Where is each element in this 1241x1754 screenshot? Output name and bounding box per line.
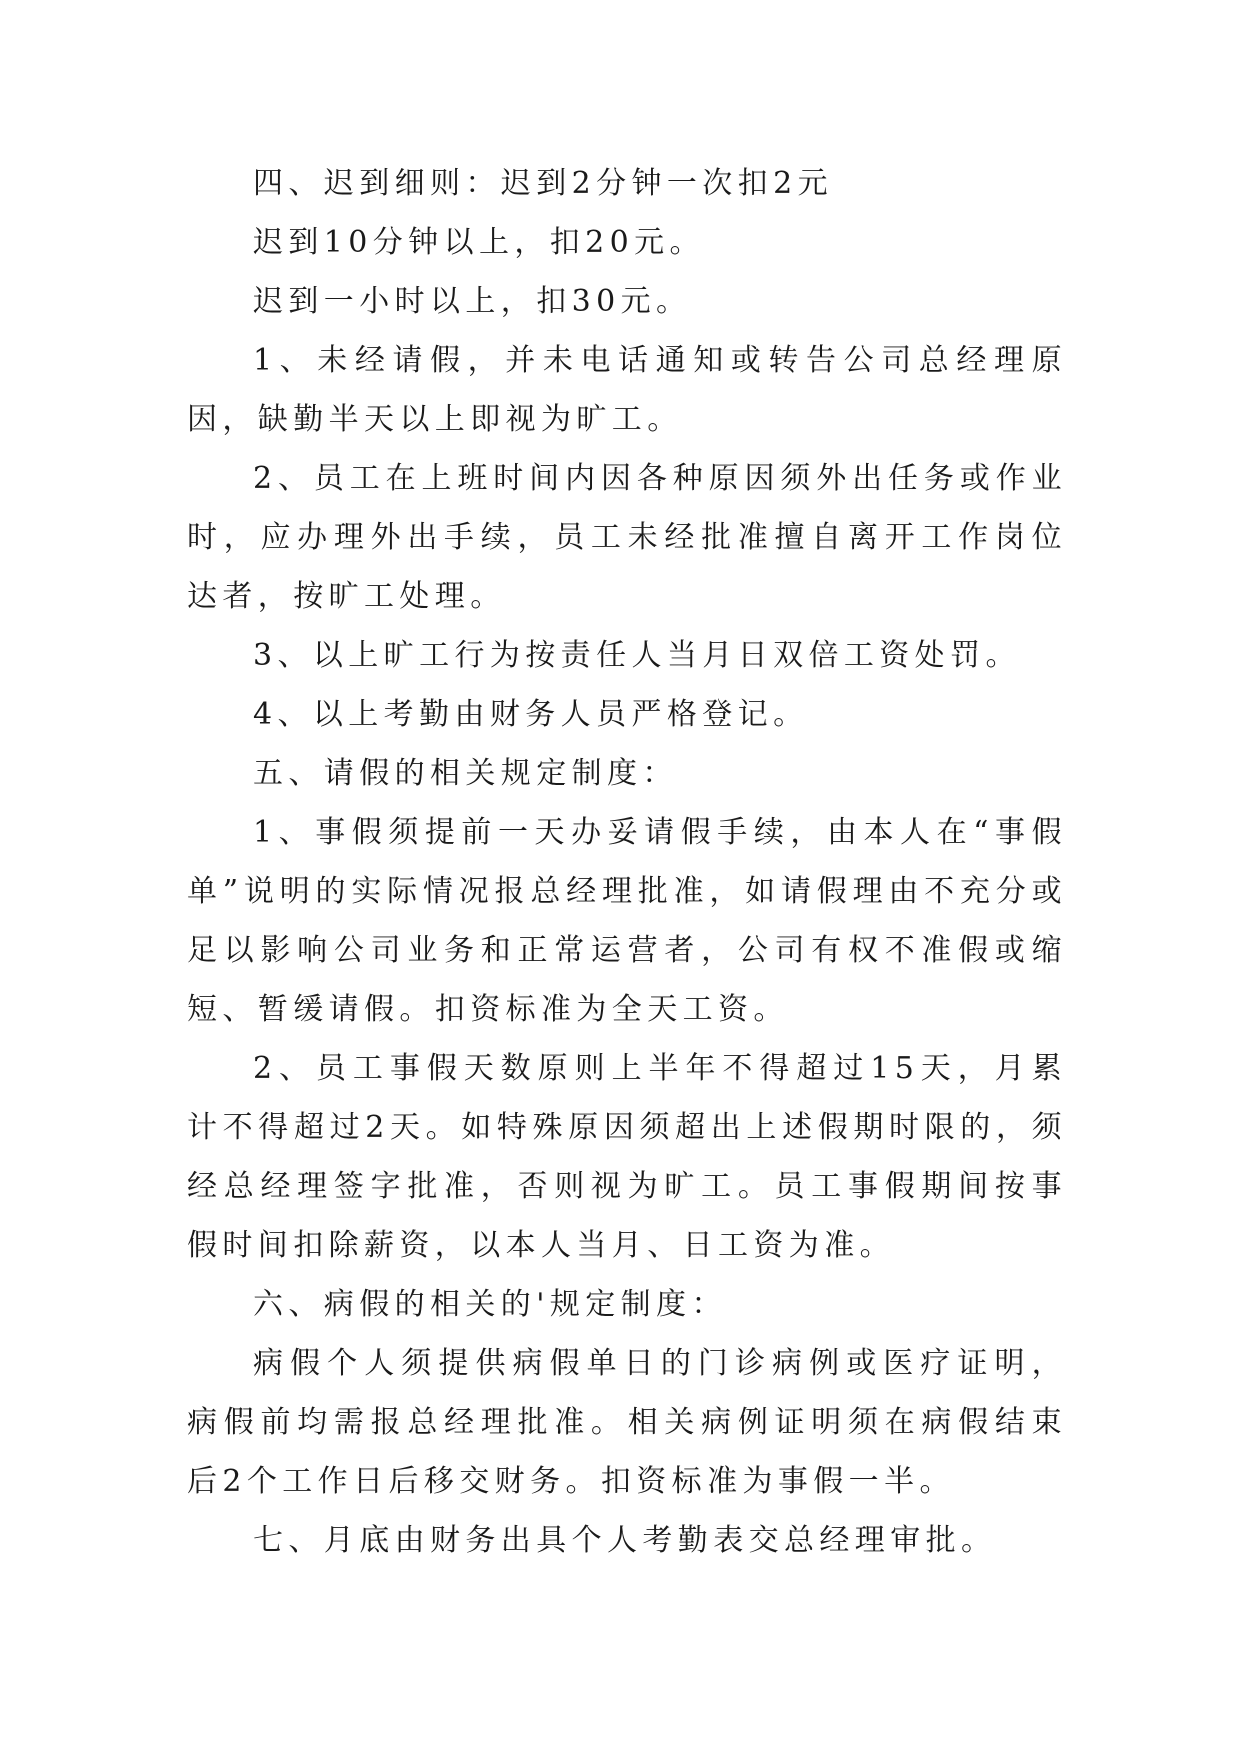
late-rule-10-minutes: 迟到10分钟以上，扣20元。 — [253, 225, 705, 260]
sick-leave-rule: 病假个人须提供病假单日的门诊病例或医疗证明，病假前均需报总经理批准。相关病例证明须在病假结束后2个工作日后移交财务。扣资标准为事假一半。 — [187, 1346, 1067, 1499]
absence-rule-2: 2、员工在上班时间内因各种原因须外出任务或作业时，应办理外出手续，员工未经批准擅自离开工作岗位达者，按旷工处理。 — [187, 461, 1067, 614]
personal-leave-rule-2: 2、员工事假天数原则上半年不得超过15天，月累计不得超过2天。如特殊原因须超出上述假期时限的，须经总经理签字批准，否则视为旷工。员工事假期间按事假时间扣除薪资，以本人当月、日工资为准。 — [187, 1051, 1067, 1263]
absence-rule-4: 4、以上考勤由财务人员严格登记。 — [253, 697, 809, 732]
late-rules-heading: 四、迟到细则：迟到2分钟一次扣2元 — [253, 166, 833, 201]
absence-rule-3: 3、以上旷工行为按责任人当月日双倍工资处罚。 — [253, 638, 1021, 673]
document-body — [187, 154, 1067, 1570]
late-rule-1-hour: 迟到一小时以上，扣30元。 — [253, 284, 692, 319]
month-end-attendance-rule: 七、月底由财务出具个人考勤表交总经理审批。 — [253, 1523, 997, 1558]
absence-rule-1: 1、未经请假，并未电话通知或转告公司总经理原因，缺勤半天以上即视为旷工。 — [187, 343, 1067, 437]
sick-leave-heading: 六、病假的相关的'规定制度： — [253, 1287, 727, 1322]
leave-rules-heading: 五、请假的相关规定制度： — [253, 756, 678, 791]
personal-leave-rule-1: 1、事假须提前一天办妥请假手续，由本人在“事假单”说明的实际情况报总经理批准，如请假理由不充分或足以影响公司业务和正常运营者，公司有权不准假或缩短、暂缓请假。扣资标准为全天工资。 — [187, 815, 1067, 1027]
